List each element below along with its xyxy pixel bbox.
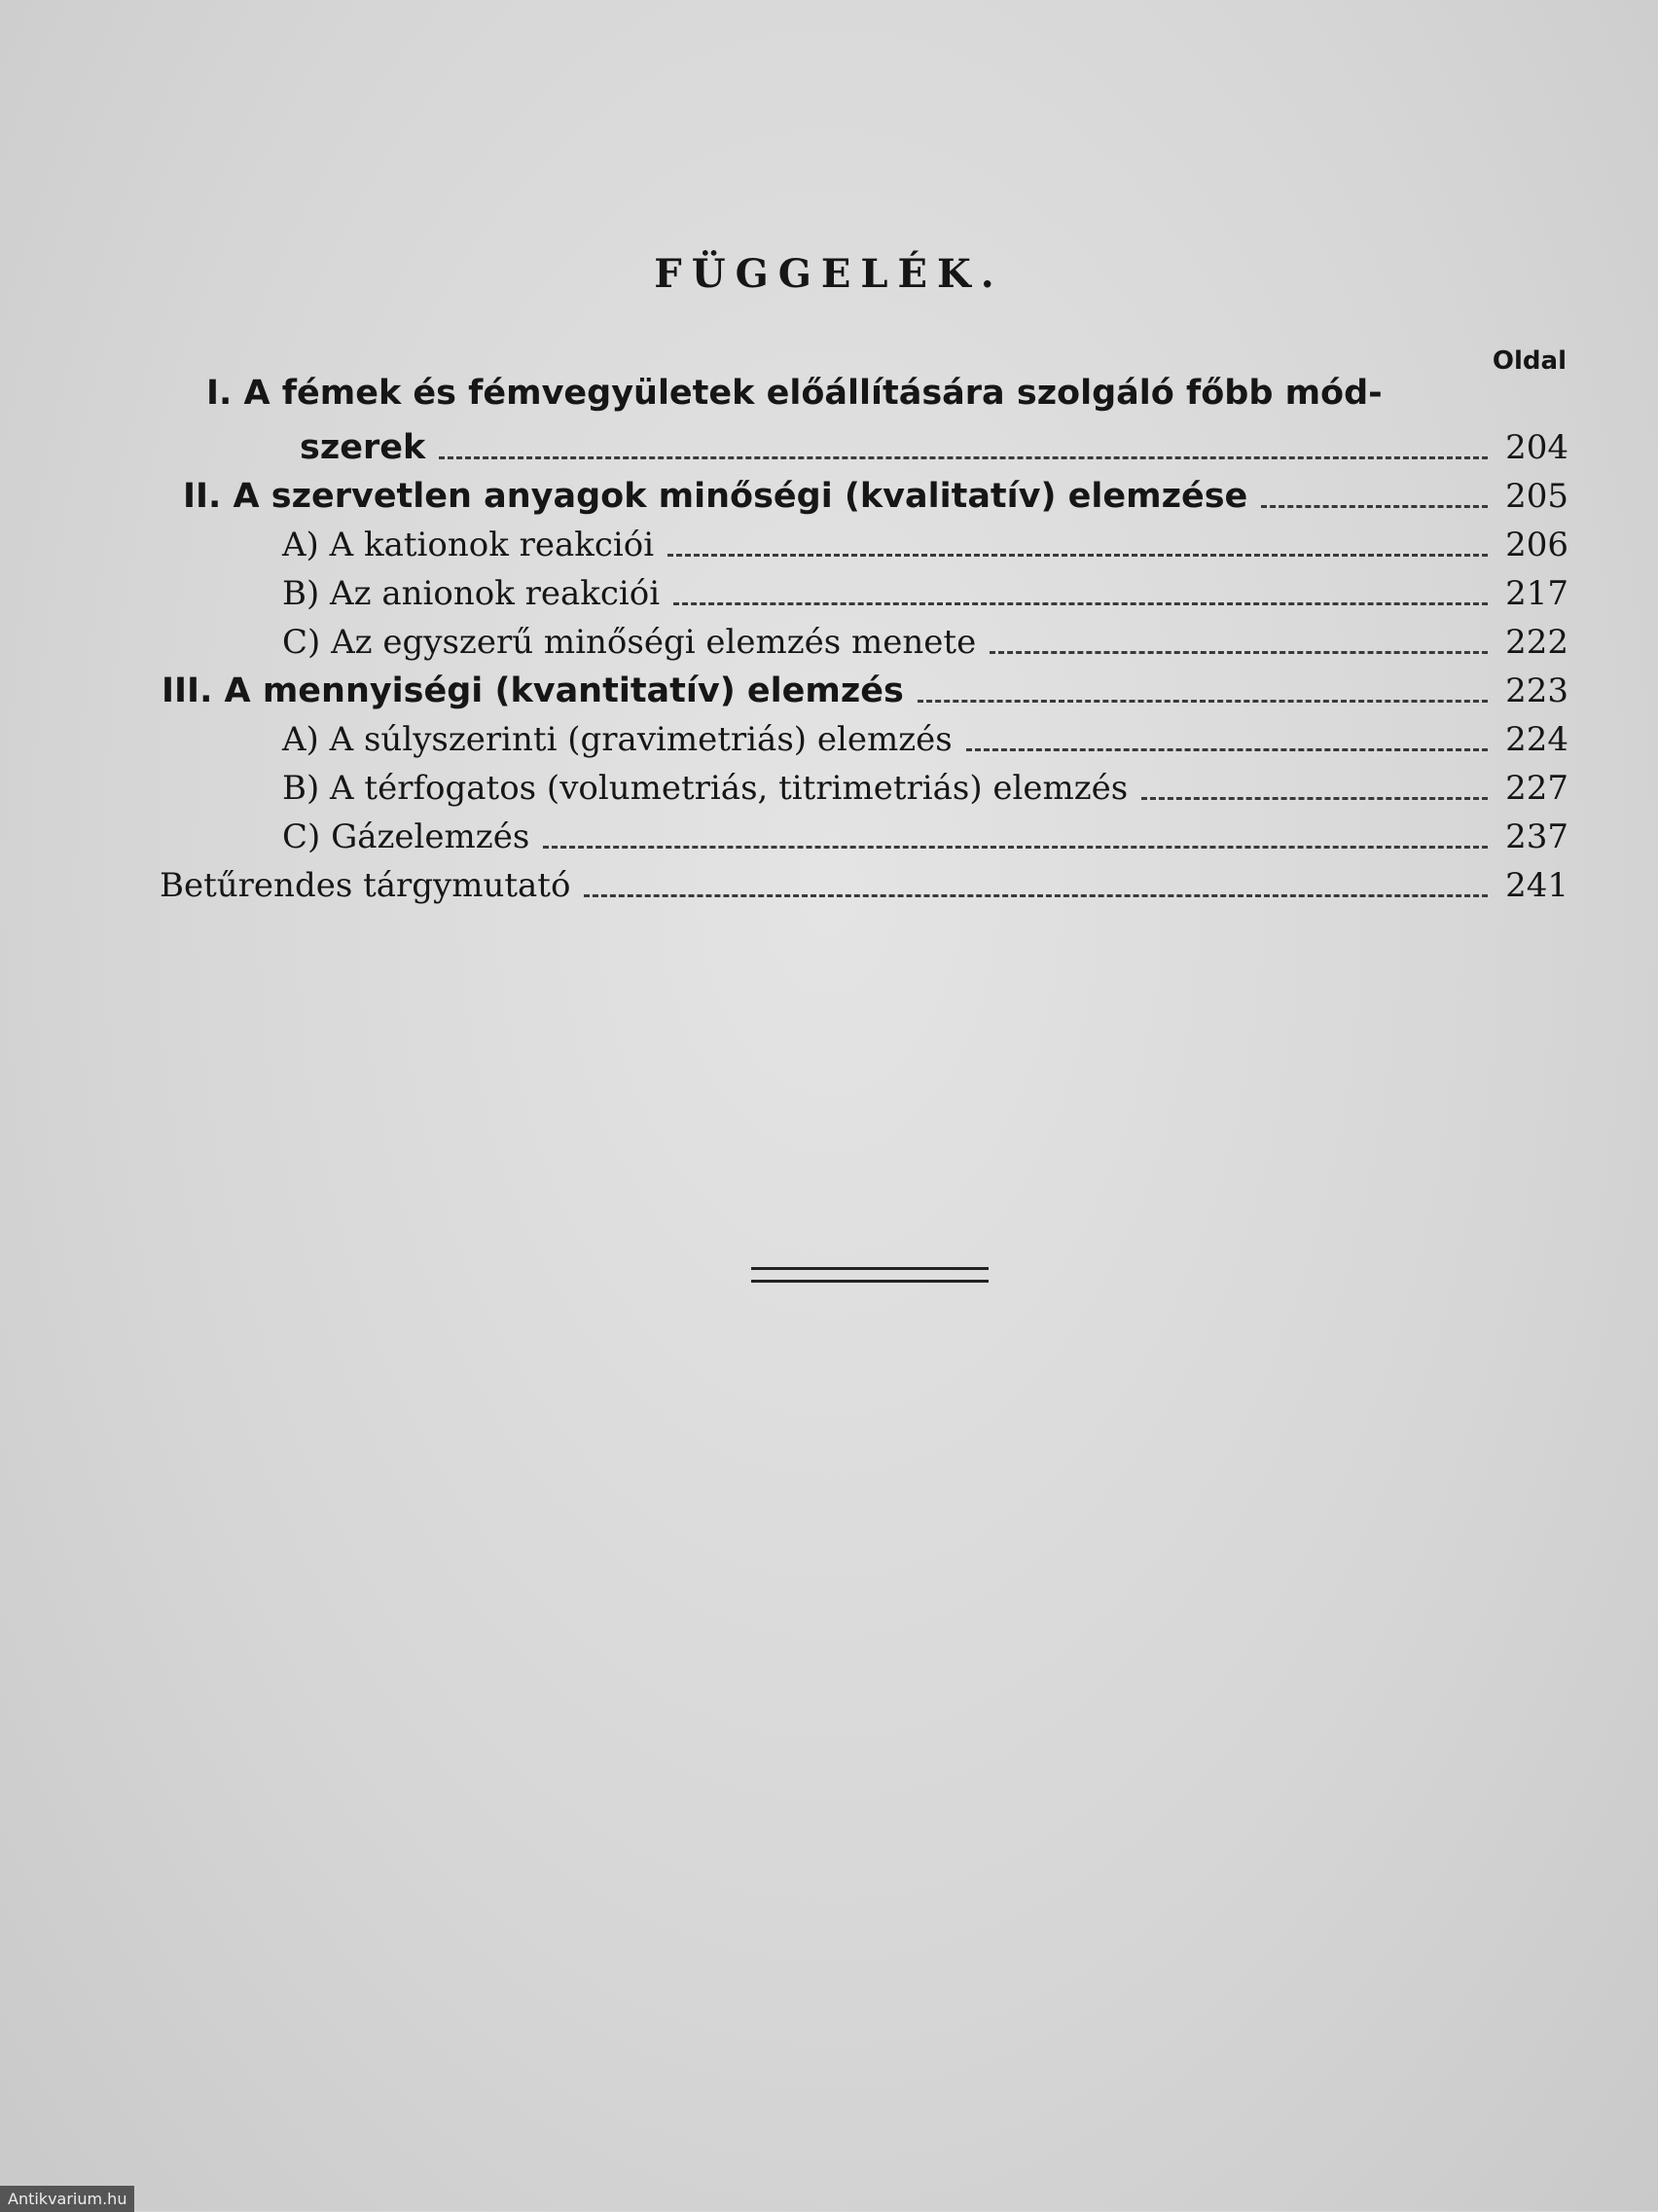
toc-page-number: 224: [1505, 720, 1568, 759]
toc-entry-label: A) A súlyszerinti (gravimetriás) elemzés: [282, 720, 953, 759]
toc-entry-label: II. A szervetlen anyagok minőségi (kvalitatív) elemzése: [183, 477, 1248, 516]
toc-page-number: 237: [1505, 817, 1568, 856]
column-header-page: Oldal: [1492, 346, 1567, 376]
toc-page-number: 205: [1505, 477, 1568, 516]
toc-entry-label: A) A kationok reakciói: [282, 526, 655, 564]
double-rule-divider: [751, 1267, 989, 1283]
toc-entry-continuation: szerek: [300, 428, 426, 467]
toc-entry: [300, 424, 1568, 471]
dot-leader: [667, 554, 1488, 557]
dot-leader: [966, 748, 1488, 751]
toc-entry: [282, 570, 1568, 617]
dot-leader: [1261, 505, 1488, 508]
toc-entry: [162, 668, 1568, 714]
toc-entry-label: I. A fémek és fémvegyületek előállítására szolgáló főbb mód-: [206, 374, 1383, 413]
toc-entry-label: III. A mennyiségi (kvantitatív) elemzés: [162, 671, 904, 710]
toc-entry-label: C) Az egyszerű minőségi elemzés menete: [282, 623, 977, 662]
dot-leader: [584, 894, 1488, 897]
toc-page-number: 222: [1505, 623, 1568, 662]
toc-entry: [183, 473, 1568, 520]
dot-leader: [990, 651, 1488, 654]
toc-page-number: 217: [1505, 574, 1568, 613]
dot-leader: [918, 700, 1488, 703]
toc-entry: [282, 716, 1568, 763]
toc-entry: [282, 522, 1568, 568]
toc-entry-label: Betűrendes tárgymutató: [160, 866, 571, 905]
toc-page-number: 204: [1505, 428, 1568, 467]
watermark: Antikvarium.hu: [0, 2186, 134, 2212]
toc-entry-label: B) A térfogatos (volumetriás, titrimetriás) elemzés: [282, 769, 1129, 808]
dot-leader: [543, 846, 1488, 849]
toc-entry-label: C) Gázelemzés: [282, 817, 530, 856]
toc-entry: [160, 862, 1568, 909]
page-title: FÜGGELÉK.: [654, 251, 1004, 297]
toc-page-number: 223: [1505, 671, 1568, 710]
toc-page-number: 206: [1505, 526, 1568, 564]
toc-entry: [282, 619, 1568, 666]
toc-entry: [282, 814, 1568, 860]
dot-leader: [1141, 797, 1488, 800]
dot-leader: [673, 602, 1488, 605]
dot-leader: [439, 456, 1488, 459]
toc-page-number: 227: [1505, 769, 1568, 808]
toc-entry: [282, 765, 1568, 812]
toc-entry-label: B) Az anionok reakciói: [282, 574, 661, 613]
toc-page-number: 241: [1505, 866, 1568, 905]
